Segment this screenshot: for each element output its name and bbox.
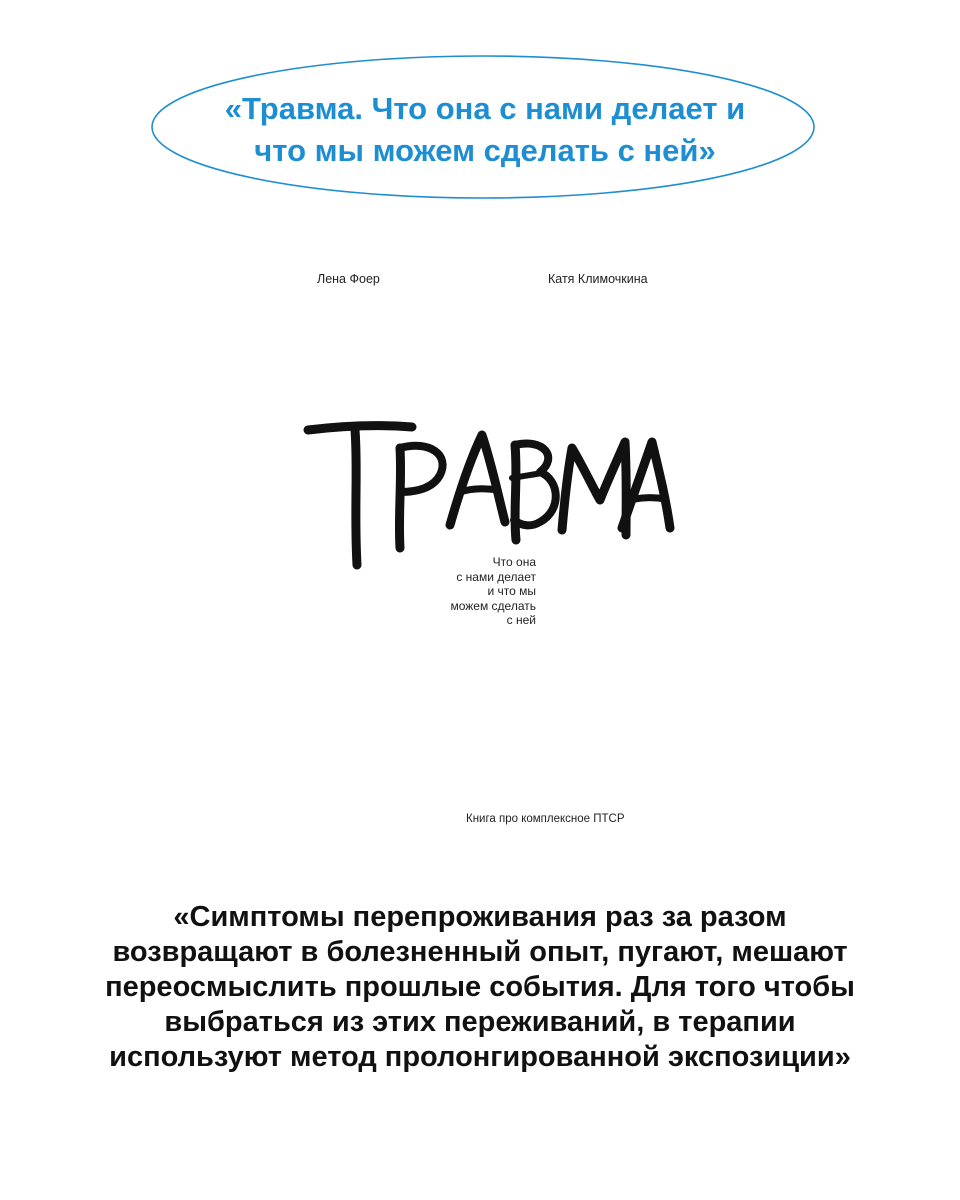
quote-line: переосмыслить прошлые события. Для того чтобы [105, 971, 855, 1003]
subtitle-line: можем сделать [450, 598, 536, 613]
book-title-artwork [300, 400, 680, 570]
headline-line-2: что мы можем сделать с ней» [254, 133, 716, 168]
book-tagline: Книга про комплексное ПТСР [466, 813, 625, 825]
book-subtitle [400, 555, 536, 628]
author-name: Катя Климочкина [548, 272, 648, 286]
author-name: Лена Фоер [317, 272, 380, 286]
quote-line: «Симптомы перепроживания раз за разом [173, 901, 787, 933]
subtitle-line: с нами делает [456, 569, 536, 584]
subtitle-line: с ней [506, 613, 536, 627]
subtitle-line: Что она [492, 555, 536, 569]
quote-line: выбраться из этих переживаний, в терапии [164, 1006, 796, 1038]
quote-block [40, 900, 920, 1075]
headline-line-1: «Травма. Что она с нами делает и [224, 91, 746, 126]
quote-line: возвращают в болезненный опыт, пугают, мешают [112, 936, 848, 968]
quote-line: используют метод пролонгированной экспозиции» [109, 1041, 851, 1073]
subtitle-line: и что мы [487, 584, 536, 598]
